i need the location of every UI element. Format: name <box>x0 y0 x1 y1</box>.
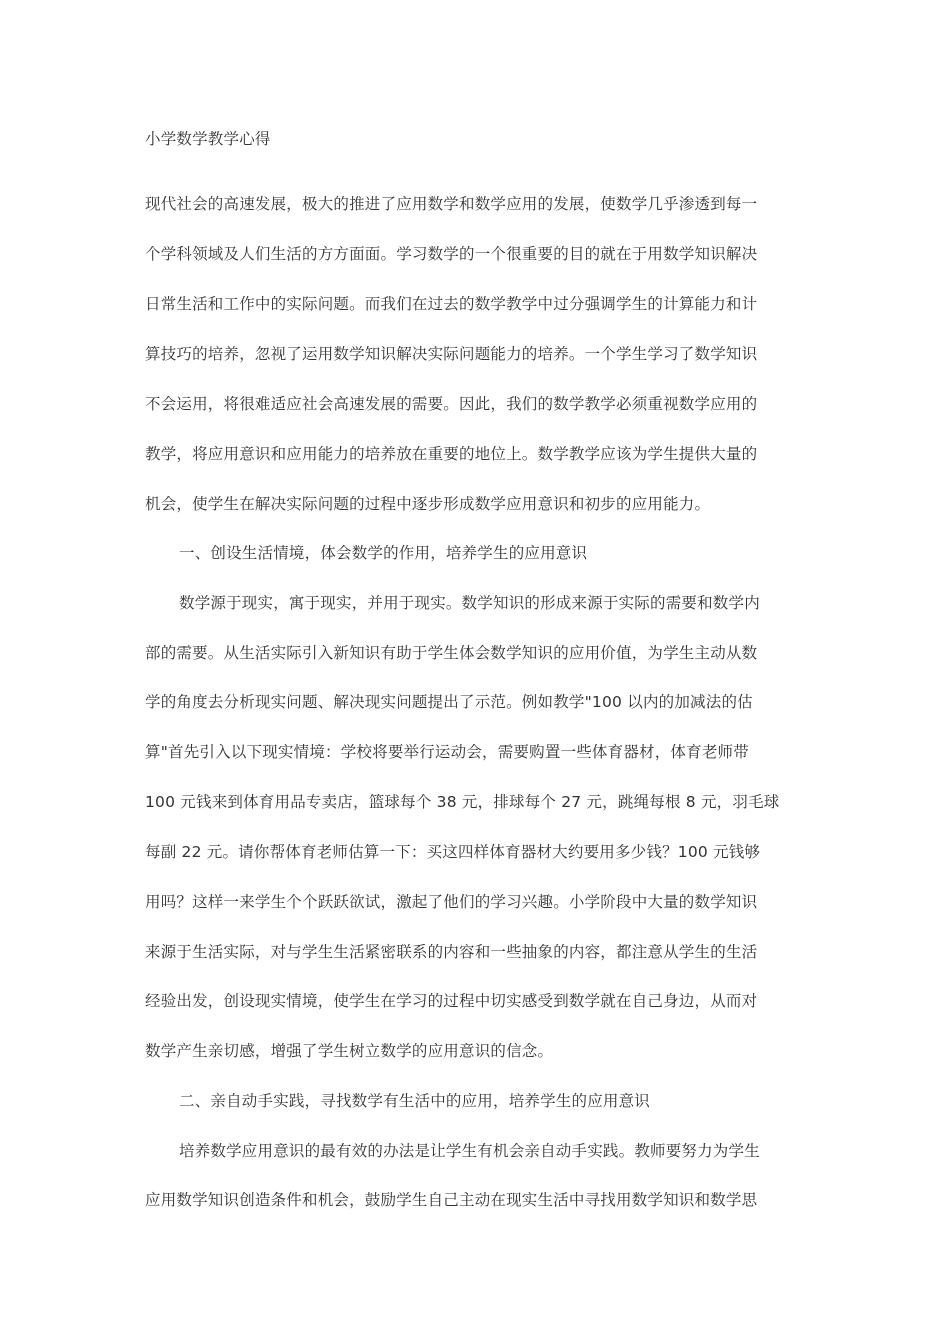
section1-line: 学的角度去分析现实问题、解决现实问题提出了示范。例如教学"100 以内的加减法的估 <box>145 693 753 711</box>
section2-line: 培养数学应用意识的最有效的办法是让学生有机会亲自动手实践。教师要努力为学生 <box>179 1142 760 1160</box>
intro-line: 不会运用，将很难适应社会高速发展的需要。因此，我们的数学教学必须重视数学应用的 <box>145 395 758 413</box>
intro-line: 算技巧的培养，忽视了运用数学知识解决实际问题能力的培养。一个学生学习了数学知识 <box>145 345 758 363</box>
section1-line: 来源于生活实际，对与学生生活紧密联系的内容和一些抽象的内容，都注意从学生的生活 <box>145 943 758 961</box>
section-heading-2: 二、亲自动手实践，寻找数学有生活中的应用，培养学生的应用意识 <box>179 1092 651 1110</box>
section1-line: 每副 22 元。请你帮体育老师估算一下：买这四样体育器材大约要用多少钱？100 元钱够 <box>145 843 761 861</box>
section1-line: 100 元钱来到体育用品专卖店，篮球每个 38 元，排球每个 27 元，跳绳每根 8 元，羽毛球 <box>145 793 780 811</box>
intro-line: 个学科领域及人们生活的方方面面。学习数学的一个很重要的目的就在于用数学知识解决 <box>145 245 758 263</box>
section-heading-1: 一、创设生活情境，体会数学的作用，培养学生的应用意识 <box>179 544 588 562</box>
intro-line: 机会，使学生在解决实际问题的过程中逐步形成数学应用意识和初步的应用能力。 <box>145 495 711 513</box>
section1-line: 部的需要。从生活实际引入新知识有助于学生体会数学知识的应用价值，为学生主动从数 <box>145 644 758 662</box>
document-title: 小学数学教学心得 <box>145 130 271 148</box>
intro-line: 日常生活和工作中的实际问题。而我们在过去的数学教学中过分强调学生的计算能力和计 <box>145 295 758 313</box>
section2-line: 应用数学知识创造条件和机会，鼓励学生自己主动在现实生活中寻找用数学知识和数学思 <box>145 1191 758 1209</box>
intro-line: 教学，将应用意识和应用能力的培养放在重要的地位上。数学教学应该为学生提供大量的 <box>145 445 758 463</box>
section1-line: 算"首先引入以下现实情境：学校将要举行运动会，需要购置一些体育器材，体育老师带 <box>145 743 749 761</box>
section1-line: 用吗？这样一来学生个个跃跃欲试，激起了他们的学习兴趣。小学阶段中大量的数学知识 <box>145 893 758 911</box>
section1-line: 数学源于现实，寓于现实，并用于现实。数学知识的形成来源于实际的需要和数学内 <box>179 594 760 612</box>
intro-line: 现代社会的高速发展，极大的推进了应用数学和数学应用的发展，使数学几乎渗透到每一 <box>145 195 758 213</box>
section1-line: 数学产生亲切感，增强了学生树立数学的应用意识的信念。 <box>145 1042 554 1060</box>
section1-line: 经验出发，创设现实情境，使学生在学习的过程中切实感受到数学就在自己身边，从而对 <box>145 992 758 1010</box>
